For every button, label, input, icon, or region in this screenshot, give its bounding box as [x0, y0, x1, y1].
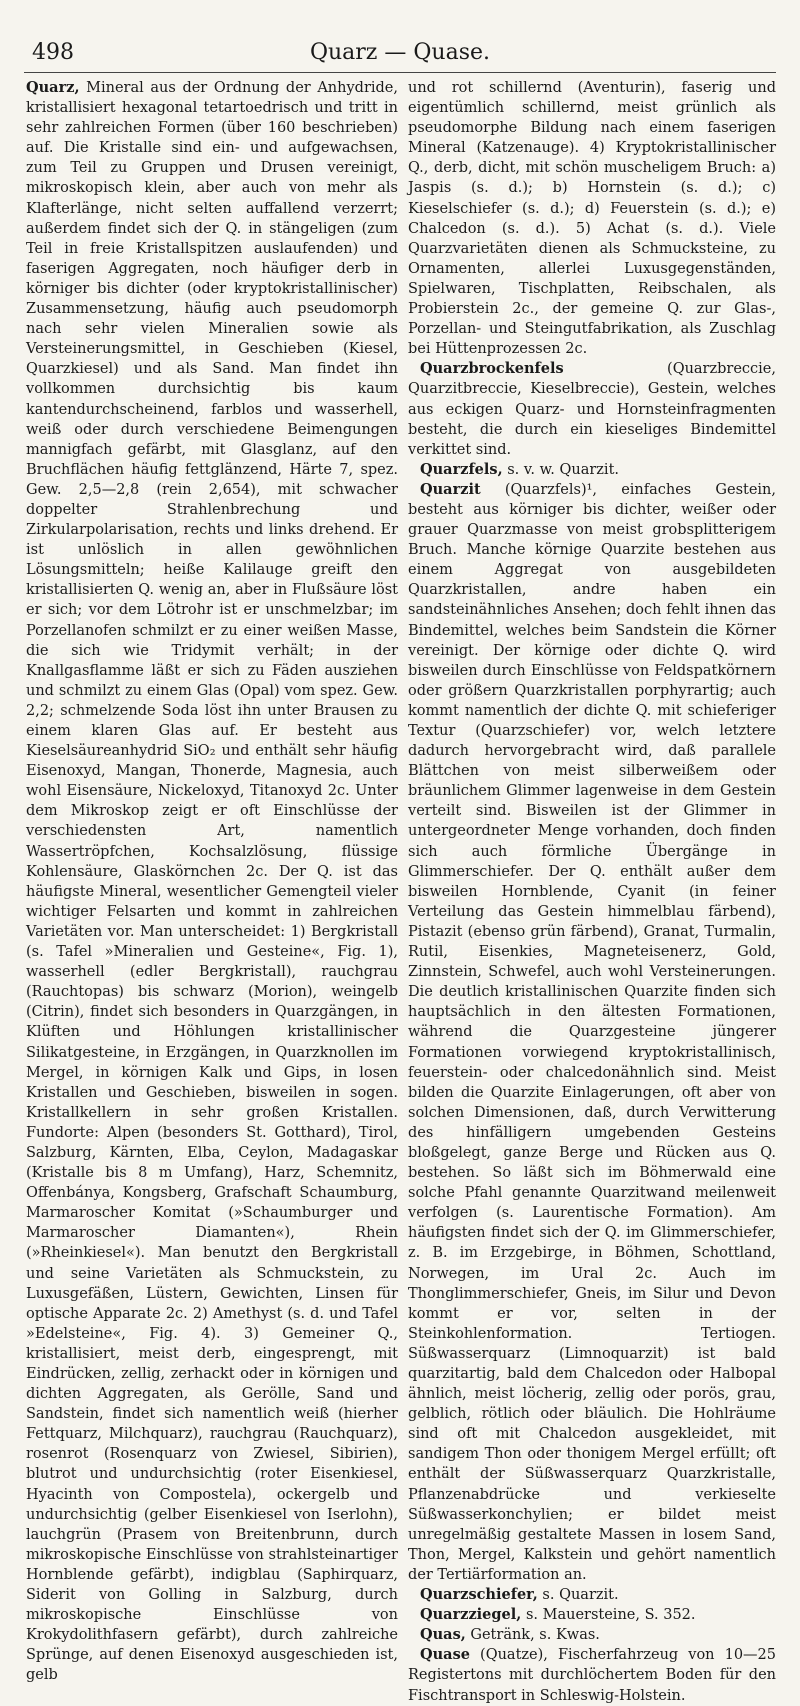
entry-headword: Quarzit: [420, 480, 481, 498]
entry-text: Getränk, s. Kwas.: [470, 1627, 600, 1644]
entry-text: s. Quarzit.: [542, 1587, 619, 1604]
entry-text: s. Mauersteine, S. 352.: [525, 1607, 696, 1624]
entry-quarzziegel: [408, 1605, 776, 1625]
entry-text: Mineral aus der Ordnung der Anhydride, kristallisiert hexagonal tetartoedrisch und tritt in sehr zahlreichen Formen (über 160 beschrieben) auf. Die Kristalle sind ein- und aufgewachsen, zum Teil zu Gruppen und Drusen vereinigt, mikroskopisch klein, aber auch von mehr als Klafterlänge, nicht selten auffallend verzerrt; außerdem findet sich der Q. in stängeligen (zum Teil in freie Kristallspitzen auslaufenden) und faserigen Aggregaten, noch häufiger derb in körniger bis dichter (oder kryptokristallinischer) Zusammensetzung, häufig auch pseudomorph nach sehr vielen Mineralien sowie als Versteinerungsmittel, in Geschieben (Kiesel, Quarzkiesel) und als Sand. Man findet ihn vollkommen durchsichtig bis kaum kantendurchscheinend, farblos und wasserhell, weiß oder durch verschiedene Beimengungen mannigfach gefärbt, mit Glasglanz, auf den Bruchflächen häufig fettglänzend, Härte 7, spez. Gew. 2,5—2,8 (rein 2,654), mit schwacher doppelter Strahlenbrechung und Zirkularpolarisation, rechts und links drehend. Er ist unlöslich in allen gewöhnlichen Lösungsmitteln; heiße Kalilauge greift den kristallisierten Q. wenig an, aber in Flußsäure löst er sich; vor dem Lötrohr ist er unschmelzbar; im Porzellanofen schmilzt er zu einer weißen Masse, die sich wie Tridymit verhält; in der Knallgasflamme läßt er sich zu Fäden ausziehen und schmilzt zu einem Glas (Opal) vom spez. Gew. 2,2; schmelzende Soda löst ihn unter Brausen zu einem klaren Glas auf. Er besteht aus Kieselsäureanhydrid SiO₂ und enthält sehr häufig Eisenoxyd, Mangan, Thonerde, Magnesia, auch wohl Eisensäure, Nickeloxyd, Titanoxyd 2c. Unter dem Mikroskop zeigt er oft Einschlüsse der verschiedensten Art, namentlich Wassertröpfchen, Kochsalzlösung, flüssige Kohlensäure, Glaskörnchen 2c. Der Q. ist das häufigste Mineral, wesentlicher Gemengteil vieler wichtiger Felsarten und kommt in zahlreichen Varietäten vor. Man unterscheidet: 1) Bergkristall (s. Tafel »Mineralien und Gesteine«, Fig. 1), wasserhell (edler Bergkristall), rauchgrau (Rauchtopas) bis schwarz (Morion), weingelb (Citrin), findet sich besonders in Quarzgängen, in Klüften und Höhlungen kristallinischer Silikatgesteine, in Erzgängen, in Quarzknollen im Mergel, in körnigen Kalk und Gips, in losen Kristallen und Geschieben, bisweilen in sogen. Kristallkellern in sehr großen Kristallen. Fundorte: Alpen (besonders St. Gotthard), Tirol, Salzburg, Kärnten, Elba, Ceylon, Madagaskar (Kristalle bis 8 m Umfang), Harz, Schemnitz, Offenbánya, Kongsberg, Grafschaft Schaumburg, Marmaroscher Komitat (»Schaumburger und Marmaroscher Diamanten«), Rhein (»Rheinkiesel«). Man benutzt den Bergkristall und seine Varietäten als Schmuckstein, zu Luxusgefäßen, Lüstern, Gewichten, Linsen für optische Apparate 2c. 2) Amethyst (s. d. und Tafel »Edelsteine«, Fig. 4). 3) Gemeiner Q., kristallisiert, meist derb, eingesprengt, mit Eindrücken, zellig, zerhackt oder in körnigen und dichten Aggregaten, als Gerölle, Sand und Sandstein, findet sich namentlich weiß (hierher Fettquarz, Milchquarz), rauchgrau (Rauchquarz), rosenrot (Rosenquarz von Zwiesel, Sibirien), blutrot und undurchsichtig (roter Eisenkiesel, Hyacinth von Compostela), ockergelb und undurchsichtig (gelber Eisenkiesel von Iserlohn), lauchgrün (Prasem von Breitenbrunn, durch mikroskopische Einschlüsse von strahlsteinartiger Hornblende gefärbt), indigblau (Saphirquarz, Siderit von Golling in Salzburg, durch mikroskopische Einschlüsse von Krokydolithfasern gefärbt), durch zahlreiche Sprünge, auf denen Eisenoxyd ausgeschieden ist, gelb: [26, 80, 398, 1684]
entry-text: (Quarzbreccie, Quarzitbreccie, Kieselbreccie), Gestein, welches aus eckigen Quarz- und Hornsteinfragmenten besteht, die durch ein kieseliges Bindemittel verkittet sind.: [408, 361, 776, 458]
entry-quarz-continued: [408, 78, 776, 359]
entry-headword: Quarz,: [26, 79, 80, 96]
page-number: 498: [32, 40, 74, 65]
entry-headword: Quarzziegel,: [420, 1606, 522, 1624]
entry-headword: Quase: [420, 1646, 470, 1664]
entry-headword: Quarzfels,: [420, 460, 503, 478]
running-head: Quarz — Quase.: [309, 40, 491, 65]
entry-quarzfels: [408, 460, 776, 480]
entry-text: s. v. w. Quarzit.: [507, 461, 620, 478]
entry-quase: [408, 1645, 776, 1705]
right-column: [408, 78, 777, 1704]
header-rule: [24, 72, 776, 73]
entry-text: (Quarzfels)¹, einfaches Gestein, besteht aus körniger bis dichter, weißer oder grauer Quarzmasse von meist grobsplitterigem Bruch. Manche körnige Quarzite bestehen aus einem Aggregat von ausgebildeten Quarzkristallen, andre haben ein sandsteinähnliches Ansehen; doch fehlt ihnen das Bindemittel, welches beim Sandstein die Körner vereinigt. Der körnige oder dichte Q. wird bisweilen durch Einschlüsse von Feldspatkörnern oder größern Quarzkristallen porphyrartig; auch kommt namentlich der dichte Q. mit schieferiger Textur (Quarzschiefer) vor, welch letztere dadurch hervorgebracht wird, daß parallele Blättchen von meist silberweißem oder bräunlichem Glimmer lagenweise in dem Gestein verteilt sind. Bisweilen ist der Glimmer in untergeordneter Menge vorhanden, doch finden sich auch förmliche Übergänge in Glimmerschiefer. Der Q. enthält außer dem bisweilen Hornblende, Cyanit (in feiner Verteilung das Gestein himmelblau färbend), Pistazit (ebenso grün färbend), Granat, Turmalin, Rutil, Eisenkies, Magneteisenerz, Gold, Zinnstein, Schwefel, auch wohl Versteinerungen. Die deutlich kristallinischen Quarzite finden sich hauptsächlich in den ältesten Formationen, während die Quarzgesteine jüngerer Formationen vorwiegend kryptokristallinisch, feuerstein- oder chalcedonähnlich sind. Meist bilden die Quarzite Einlagerungen, oft aber von solchen Dimensionen, daß, durch Verwitterung des hinfälligern umgebenden Gesteins bloßgelegt, ganze Berge und Rücken aus Q. bestehen. So läßt sich im Böhmerwald eine solche Pfahl genannte Quarzitwand meilenweit verfolgen (s. Laurentische Formation). Am häufigsten findet sich der Q. im Glimmerschiefer, z. B. im Erzgebirge, in Böhmen, Schottland, Norwegen, im Ural 2c. Auch im Thonglimmerschiefer, Gneis, im Silur und Devon kommt er vor, selten in der Steinkohlenformation. Tertiogen. Süßwasserquarz (Limnoquarzit) ist bald quarzitartig, bald dem Chalcedon oder Halbopal ähnlich, meist löcherig, zellig oder porös, grau, gelblich, rötlich oder bläulich. Die Hohlräume sind oft mit Chalcedon ausgekleidet, mit sandigem Thon oder thonigem Mergel erfüllt; oft enthält der Süßwasserquarz Quarzkristalle, Pflanzenabdrücke und verkieselte Süßwasserkonchylien; er bildet meist unregelmäßig gestaltete Massen in losem Sand, Thon, Mergel, Kalkstein und gehört namentlich der Tertiärformation an.: [408, 481, 777, 1583]
entry-quarzbrockenfels: [408, 359, 776, 459]
entry-quas: [408, 1625, 776, 1645]
entry-quarz: [26, 78, 398, 1686]
entry-text: und rot schillernd (Aventurin), faserig und eigentümlich schillernd, meist grünlich als pseudomorphe Bildung nach einem faserigen Mineral (Katzenauge). 4) Kryptokristallinischer Q., derb, dicht, mit schön muscheligem Bruch: a) Jaspis (s. d.); b) Hornstein (s. d.); c) Kieselschiefer (s. d.); d) Feuerstein (s. d.); e) Chalcedon (s. d.). 5) Achat (s. d.). Viele Quarzvarietäten dienen als Schmucksteine, zu Ornamenten, allerlei Luxusgegenständen, Spielwaren, Tischplatten, Reibschalen, als Probierstein 2c., der gemeine Q. zur Glas-, Porzellan- und Steingutfabrikation, als Zuschlag bei Hüttenprozessen 2c.: [408, 80, 776, 358]
entry-headword: Quarzbrockenfels: [420, 360, 564, 378]
entry-headword: Quas,: [420, 1626, 466, 1644]
entry-quarzschiefer: [408, 1585, 776, 1605]
entry-quarzit: [408, 480, 776, 1585]
entry-headword: Quarzschiefer,: [420, 1586, 538, 1604]
entry-text: (Quatze), Fischerfahrzeug von 10—25 Registertons mit durchlöchertem Boden für den Fischtransport in Schleswig-Holstein.: [408, 1647, 776, 1704]
page-header: [24, 40, 776, 70]
left-column: [26, 78, 398, 1684]
